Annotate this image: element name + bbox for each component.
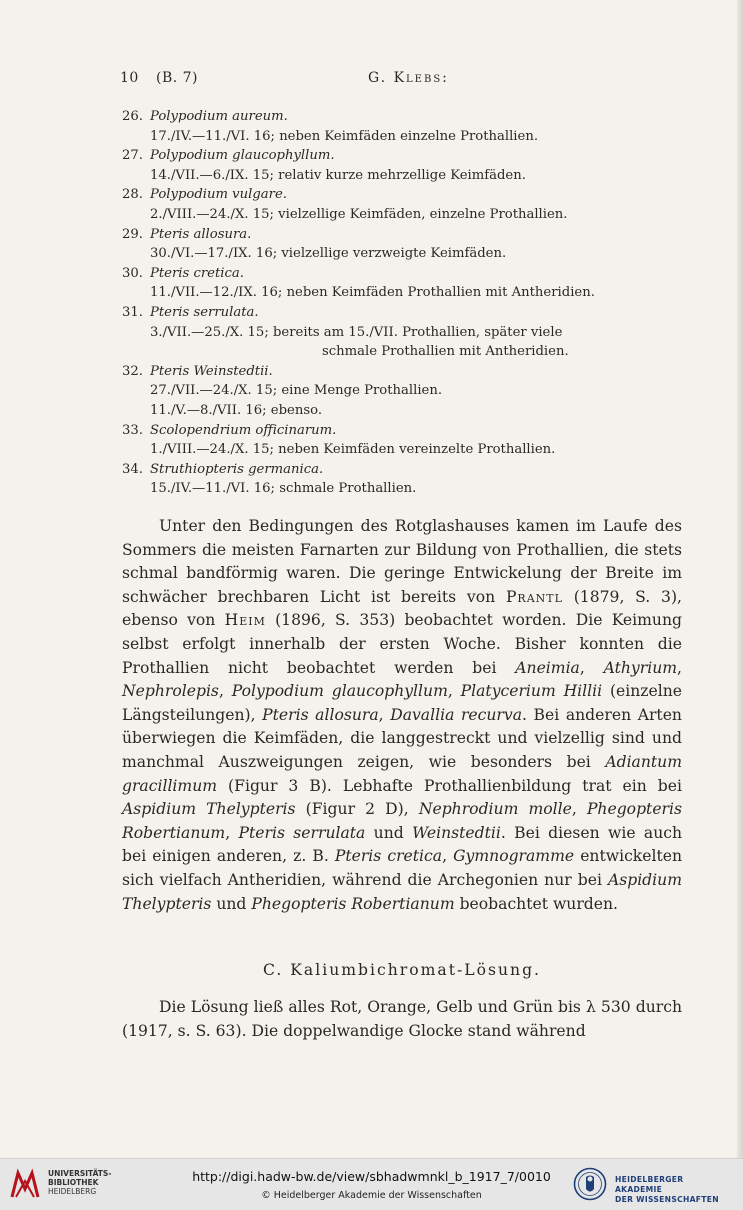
copyright-notice: © Heidelberger Akademie der Wissenschaften [261, 1190, 482, 1201]
list-item [122, 225, 692, 264]
entry-number: 32. [122, 363, 143, 379]
species-name: Polypodium glaucophyllum. [150, 148, 335, 164]
entry-detail: 30./VI.—17./IX. 16; vielzellige verzweigte Keimfäden. [150, 246, 507, 262]
entry-detail: 3./VII.—25./X. 15; bereits am 15./VII. Prothallien, später viele [150, 324, 563, 340]
list-item [122, 107, 692, 146]
species-name: Pteris allosura. [150, 226, 252, 242]
entry-number: 30. [122, 265, 143, 281]
species-name: Polypodium vulgare. [150, 187, 287, 203]
entry-number: 34. [122, 461, 143, 477]
species-name: Pteris cretica. [150, 265, 244, 281]
page-edge [737, 0, 743, 1158]
species-name: Pteris Weinstedtii. [150, 363, 273, 379]
entry-detail: 11./VII.—12./IX. 16; neben Keimfäden Prothallien mit Antheridien. [150, 285, 595, 301]
page-number: 10 [120, 70, 139, 86]
author-citation: Heim [224, 611, 266, 630]
species-list [122, 107, 692, 499]
body-paragraph-2: Die Lösung ließ alles Rot, Orange, Gelb und Grün bis λ 530 durch (1917, s. S. 63). Die doppelwandige Glocke stand während [122, 998, 682, 1040]
document-url[interactable]: http://digi.hadw-bw.de/view/sbhadwmnkl_b_1917_7/0010 [192, 1169, 551, 1184]
entry-detail-continued: schmale Prothallien mit Antheridien. [322, 344, 569, 360]
academy-name: HEIDELBERGER AKADEMIE DER WISSENSCHAFTEN [615, 1175, 719, 1204]
species-name: Polypodium aureum. [150, 109, 288, 124]
entry-number: 26. [122, 109, 143, 124]
author-name: G. Klebs: [368, 70, 449, 86]
list-item [122, 146, 692, 185]
list-item [122, 185, 692, 224]
entry-detail: 11./V.—8./VII. 16; ebenso. [150, 402, 323, 418]
entry-detail: 2./VIII.—24./X. 15; vielzellige Keimfäden, einzelne Prothallien. [150, 206, 568, 222]
entry-detail: 15./IV.—11./VI. 16; schmale Prothallien. [150, 481, 417, 497]
body-paragraph: Unter den Bedingungen des Rotglashauses kamen im Laufe des Sommers die meisten Farnarten zur Bildung von Prothallien, die stets schmal bandförmig waren. Die geringe Entwickelung der Breite im schwächer brechbaren Licht ist bereits von Prantl (1879, S. 3), ebenso von Heim (1896, S. 353) beobachtet worden. Die Keimung selbst erfolgt innerhalb der ersten Woche. Bisher konnten die Prothallien nicht beobachtet werden bei Aneimia, Athyrium, Nephrolepis, Polypodium glaucophyllum, Platycerium Hillii (einzelne Längsteilungen), Pteris allosura, Davallia recurva. Bei anderen Arten überwiegen die Keimfäden, die langgestreckt und vielzellig sind und manchmal Auszweigungen zeigen, wie besonders bei Adiantum gracillimum (Figur 3 B). Lebhafte Prothallienbildung trat ein bei Aspidium Thelypteris (Figur 2 D), Nephrodium molle, Phegopteris Robertianum, Pteris serrulata und Weinstedtii. Bei diesen wie auch bei einigen anderen, z. B. Pteris cretica, Gymnogramme entwickelten sich vielfach Antheridien, während die Archegonien nur bei Aspidium Thelypteris und Phegopteris Robertianum beobachtet wurden. [122, 517, 683, 913]
species-name: Struthiopteris germanica. [150, 461, 324, 477]
academy-seal-icon [573, 1167, 607, 1201]
species-name: Pteris serrulata. [150, 304, 259, 320]
entry-number: 28. [122, 187, 143, 203]
entry-detail: 1./VIII.—24./X. 15; neben Keimfäden vereinzelte Prothallien. [150, 442, 556, 458]
entry-detail: 27./VII.—24./X. 15; eine Menge Prothallien. [150, 383, 443, 399]
list-item [122, 460, 692, 499]
library-name: UNIVERSITÄTS- BIBLIOTHEK HEIDELBERG [48, 1169, 112, 1196]
academy-logo[interactable] [573, 1165, 733, 1205]
species-name: Scolopendrium officinarum. [150, 422, 337, 438]
list-item [122, 264, 692, 303]
entry-number: 29. [122, 226, 143, 242]
section-ref: (B. 7) [156, 70, 199, 86]
list-item [122, 303, 692, 362]
entry-detail: 17./IV.—11./VI. 16; neben Keimfäden einzelne Prothallien. [150, 128, 539, 144]
section-heading: C. Kaliumbichromat-Lösung. [262, 961, 542, 979]
author-citation: Prantl [505, 587, 563, 606]
running-header [120, 70, 681, 90]
entry-number: 27. [122, 148, 143, 164]
viewer-footer [0, 1158, 743, 1210]
list-item [122, 362, 692, 421]
entry-number: 31. [122, 304, 143, 320]
entry-detail: 14./VII.—6./IX. 15; relativ kurze mehrzellige Keimfäden. [150, 167, 526, 183]
list-item [122, 421, 692, 460]
entry-number: 33. [122, 422, 143, 438]
